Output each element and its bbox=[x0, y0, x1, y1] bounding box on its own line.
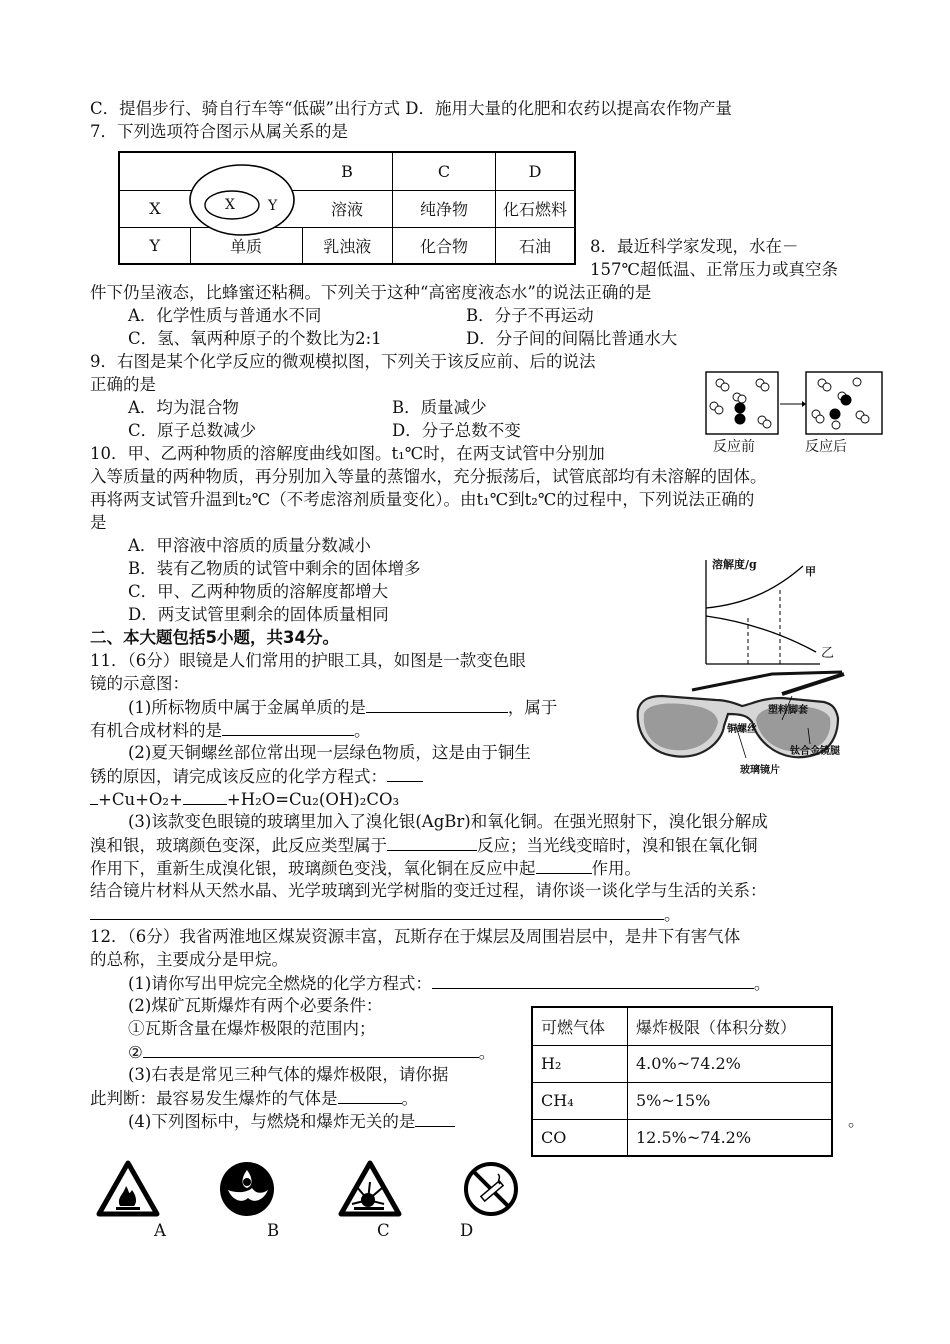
venn-x-label: X bbox=[225, 197, 235, 213]
label-glass-lens: 玻璃镜片 bbox=[740, 765, 780, 776]
table-cell-gas: CO bbox=[532, 1119, 628, 1156]
table-q7-cell: 纯净物 bbox=[393, 190, 496, 227]
text: 。 bbox=[401, 1089, 418, 1108]
curve-jia-label: 甲 bbox=[805, 565, 816, 578]
question-12-part3: (3)右表是常见三种气体的爆炸极限，请你据 bbox=[128, 1065, 449, 1084]
reaction-model-figure bbox=[700, 370, 886, 440]
question-11-part4-answer bbox=[90, 903, 681, 926]
section-2-title: 二、本大题包括5小题，共34分。 bbox=[90, 628, 339, 647]
label-copper-screw: 铜螺丝 bbox=[727, 724, 757, 735]
table-q7-cell: 乳浊液 bbox=[302, 227, 393, 264]
table-header-limit: 爆炸极限（体积分数） bbox=[628, 1007, 833, 1045]
table-q7-cell: 单质 bbox=[190, 227, 302, 264]
question-10-line4: 是 bbox=[90, 513, 107, 532]
option-10b: B．装有乙物质的试管中剩余的固体增多 bbox=[128, 559, 421, 578]
question-10-line2: 入等质量的两种物质，再分别加入等量的蒸馏水，充分振荡后，试管底部均有未溶解的固体。 bbox=[90, 467, 767, 486]
question-12-part1 bbox=[128, 972, 770, 995]
question-11-part3-cont2 bbox=[90, 857, 641, 880]
table-cell-limit: 4.0%~74.2% bbox=[628, 1045, 833, 1082]
table-header-gas: 可燃气体 bbox=[532, 1007, 628, 1045]
option-10c: C．甲、乙两种物质的溶解度都增大 bbox=[128, 582, 389, 601]
question-12-part4 bbox=[128, 1110, 455, 1133]
option-8c: C．氢、氧两种原子的个数比为2:1 bbox=[128, 329, 382, 348]
text: (1)请你写出甲烷完全燃烧的化学方程式： bbox=[128, 974, 432, 993]
text: 。 bbox=[354, 721, 371, 740]
question-12-part3-cont bbox=[90, 1087, 418, 1110]
option-9b: B．质量减少 bbox=[392, 398, 487, 417]
question-12-line2: 的总称，主要成分是甲烷。 bbox=[90, 950, 288, 969]
question-7: 7．下列选项符合图示从属关系的是 bbox=[90, 122, 348, 141]
text: +H₂O=Cu₂(OH)₂CO₃ bbox=[226, 790, 400, 809]
text: +Cu+O₂+ bbox=[98, 790, 183, 809]
no-smoking-sign-icon bbox=[462, 1160, 520, 1218]
answer-blank[interactable] bbox=[432, 972, 754, 989]
sign-label-c: C bbox=[377, 1221, 390, 1240]
option-10d: D．两支试管里剩余的固体质量相同 bbox=[128, 605, 389, 624]
table-q7-cell: 化合物 bbox=[393, 227, 496, 264]
question-11-part1-cont bbox=[90, 719, 371, 742]
curve-yi bbox=[706, 616, 816, 652]
label-plastic-foot: 塑料脚套 bbox=[768, 705, 808, 716]
explosion-limit-table bbox=[531, 1006, 833, 1157]
table-q7-cell: X bbox=[119, 190, 190, 227]
table-q7-header-c: C bbox=[393, 152, 496, 190]
question-11-part4: 结合镜片材料从天然水晶、光学玻璃到光学树脂的变迁过程，请你谈一谈化学与生活的关系： bbox=[90, 881, 767, 900]
question-12-condition2 bbox=[128, 1041, 495, 1064]
text: (4)下列图标中，与燃烧和爆炸无关的是 bbox=[128, 1112, 416, 1131]
answer-blank[interactable] bbox=[222, 719, 354, 736]
option-8d: D．分子间的间隔比普通水大 bbox=[466, 329, 678, 348]
table-q7-cell: 化石燃料 bbox=[496, 190, 576, 227]
text: 作用。 bbox=[591, 859, 641, 878]
question-11-part3-cont1 bbox=[90, 834, 758, 857]
explosive-warning-sign-icon bbox=[338, 1160, 402, 1218]
sign-label-b: B bbox=[267, 1221, 280, 1240]
label-titanium-temple: 钛合金镜腿 bbox=[790, 746, 840, 757]
text: 。 bbox=[753, 974, 771, 993]
question-12-line1: 12．（6分）我省两淮地区煤炭资源丰富，瓦斯存在于煤层及周围岩层中，是井下有害气体 bbox=[90, 927, 741, 946]
question-11-part3: (3)该款变色眼镜的玻璃里加入了溴化银(AgBr)和氧化铜。在强光照射下，溴化银分解成 bbox=[128, 812, 768, 831]
answer-blank[interactable] bbox=[143, 1041, 479, 1058]
text: 溴和银，玻璃颜色变深，此反应类型属于 bbox=[90, 836, 387, 855]
question-8-line1: 8．最近科学家发现，水在－ bbox=[590, 237, 799, 256]
answer-blank[interactable] bbox=[387, 765, 423, 782]
question-12-part4-end: 。 bbox=[848, 1111, 865, 1130]
sign-label-a: A bbox=[154, 1221, 166, 1240]
question-12-condition1: ①瓦斯含量在爆炸极限的范围内； bbox=[128, 1019, 376, 1038]
answer-blank[interactable] bbox=[338, 1087, 402, 1104]
solubility-axis-label: 溶解度/g bbox=[712, 558, 757, 571]
answer-blank[interactable] bbox=[536, 857, 592, 874]
question-12-part2: (2)煤矿瓦斯爆炸有两个必要条件： bbox=[128, 996, 383, 1015]
text: 锈的原因，请完成该反应的化学方程式： bbox=[90, 767, 387, 786]
text: ，属于 bbox=[507, 698, 558, 717]
question-11-part2-cont bbox=[90, 765, 423, 788]
table-cell-gas: CH₄ bbox=[532, 1082, 628, 1119]
text: 有机合成材料的是 bbox=[90, 721, 222, 740]
text: 反应；当光线变暗时，溴和银在氧化铜 bbox=[477, 836, 758, 855]
text: 。 bbox=[478, 1043, 496, 1062]
answer-blank[interactable] bbox=[90, 788, 98, 805]
question-11-part1 bbox=[128, 696, 557, 719]
option-6c-6d: C．提倡步行、骑自行车等“低碳”出行方式 D．施用大量的化肥和农药以提高农作物产量 bbox=[90, 99, 732, 118]
curve-yi-label: 乙 bbox=[821, 646, 835, 661]
text: 作用下，重新生成溴化银，玻璃颜色变浅，氧化铜在反应中起 bbox=[90, 859, 536, 878]
answer-blank[interactable] bbox=[366, 696, 508, 713]
text: ② bbox=[128, 1043, 143, 1062]
table-cell-limit: 5%~15% bbox=[628, 1082, 833, 1119]
text: 。 bbox=[664, 905, 681, 924]
table-q7-cell: 溶液 bbox=[302, 190, 393, 227]
option-9a: A．均为混合物 bbox=[128, 398, 239, 417]
table-q7-cell: 石油 bbox=[496, 227, 576, 264]
option-9c: C．原子总数减少 bbox=[128, 421, 257, 440]
option-8a: A．化学性质与普通水不同 bbox=[128, 306, 322, 325]
answer-blank[interactable] bbox=[90, 903, 664, 920]
question-8-line2: 157℃超低温、正常压力或真空条 bbox=[590, 260, 838, 279]
before-reaction-label: 反应前 bbox=[713, 439, 755, 455]
table-q7-cell: Y bbox=[119, 227, 190, 264]
flammable-warning-sign-icon bbox=[96, 1160, 160, 1218]
table-cell-gas: H₂ bbox=[532, 1045, 628, 1082]
text: (1)所标物质中属于金属单质的是 bbox=[128, 698, 366, 717]
option-10a: A．甲溶液中溶质的质量分数减小 bbox=[128, 536, 371, 555]
answer-blank[interactable] bbox=[183, 788, 227, 805]
text: 此判断：最容易发生爆炸的气体是 bbox=[90, 1089, 338, 1108]
question-11-line2: 镜的示意图： bbox=[90, 674, 189, 693]
no-open-flame-water-sign-icon bbox=[218, 1160, 276, 1218]
option-8b: B．分子不再运动 bbox=[466, 306, 594, 325]
answer-blank[interactable] bbox=[387, 834, 477, 851]
venn-diagram bbox=[186, 158, 298, 238]
table-q7-header-d: D bbox=[496, 152, 576, 190]
question-11-line1: 11．（6分）眼镜是人们常用的护眼工具，如图是一款变色眼 bbox=[90, 651, 526, 670]
answer-blank[interactable] bbox=[415, 1110, 455, 1127]
table-q7-header-b: B bbox=[302, 152, 393, 190]
after-reaction-label: 反应后 bbox=[805, 439, 847, 455]
question-9-line2: 正确的是 bbox=[90, 375, 156, 394]
question-10-line1: 10．甲、乙两种物质的溶解度曲线如图。t₁℃时，在两支试管中分别加 bbox=[90, 444, 605, 463]
option-9d: D．分子总数不变 bbox=[392, 421, 521, 440]
question-9-line1: 9．右图是某个化学反应的微观模拟图，下列关于该反应前、后的说法 bbox=[90, 352, 596, 371]
question-10-line3: 再将两支试管升温到t₂℃（不考虑溶剂质量变化）。由t₁℃到t₂℃的过程中，下列说法正确的 bbox=[90, 490, 755, 509]
question-11-part2: (2)夏天铜螺丝部位常出现一层绿色物质，这是由于铜生 bbox=[128, 743, 531, 762]
question-8-line3: 件下仍呈液态，比蜂蜜还粘稠。下列关于这种“高密度液态水”的说法正确的是 bbox=[90, 283, 652, 302]
venn-y-label: Y bbox=[268, 198, 278, 214]
table-cell-limit: 12.5%~74.2% bbox=[628, 1119, 833, 1156]
question-11-equation bbox=[90, 788, 399, 811]
sign-label-d: D bbox=[460, 1221, 474, 1240]
